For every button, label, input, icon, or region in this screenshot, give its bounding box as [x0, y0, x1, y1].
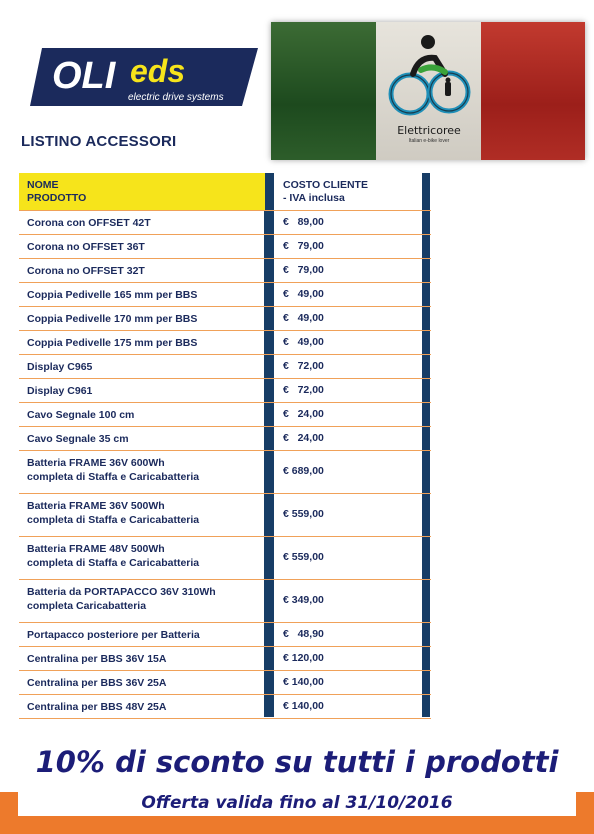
product-name-line2: completa Caricabatteria — [27, 600, 147, 612]
product-name-line1: Coppia Pedivelle 165 mm per BBS — [27, 289, 198, 301]
product-name — [27, 360, 92, 374]
product-name — [27, 384, 92, 398]
header-product-line2: PRODOTTO — [27, 192, 87, 204]
product-price: € 559,00 — [283, 551, 324, 563]
table-body — [19, 210, 431, 718]
product-price: € 49,00 — [283, 288, 324, 300]
table-row — [19, 622, 431, 646]
product-name-line1: Display C965 — [27, 361, 93, 373]
product-name-line1: Batteria da PORTAPACCO 36V 310Wh — [27, 586, 216, 598]
table-row — [19, 579, 431, 622]
section-title: LISTINO ACCESSORI — [21, 133, 177, 150]
product-name-line1: Centralina per BBS 48V 25A — [27, 701, 167, 713]
table-row — [19, 670, 431, 694]
product-name-line1: Coppia Pedivelle 175 mm per BBS — [27, 337, 198, 349]
product-price: € 49,00 — [283, 336, 324, 348]
product-name-line2: completa di Staffa e Caricabatteria — [27, 514, 200, 526]
product-name — [27, 542, 199, 570]
promo-banner: 10% di sconto su tutti i prodotti — [35, 745, 559, 779]
product-name-line1: Centralina per BBS 36V 15A — [27, 653, 167, 665]
logo-text-oli: OLI — [52, 55, 116, 97]
table-row — [19, 426, 431, 450]
product-price: € 79,00 — [283, 240, 324, 252]
table-header — [19, 173, 431, 210]
product-name-line1: Cavo Segnale 35 cm — [27, 433, 129, 445]
product-name-line1: Batteria FRAME 36V 500Wh — [27, 500, 165, 512]
product-name-line1: Corona no OFFSET 32T — [27, 265, 145, 277]
product-price: € 72,00 — [283, 360, 324, 372]
price-table — [19, 173, 431, 719]
product-name — [27, 336, 197, 350]
table-row — [19, 282, 431, 306]
table-row — [19, 536, 431, 579]
product-name — [27, 700, 166, 714]
product-price: € 349,00 — [283, 594, 324, 606]
product-name-line1: Batteria FRAME 36V 600Wh — [27, 457, 165, 469]
product-name — [27, 652, 166, 666]
table-row — [19, 450, 431, 493]
product-name-line1: Centralina per BBS 36V 25A — [27, 677, 167, 689]
product-name — [27, 264, 145, 278]
product-name — [27, 456, 199, 484]
table-row — [19, 378, 431, 402]
partner-tagline: Italian e-bike lover — [408, 138, 450, 144]
header-product-line1: NOME — [27, 179, 59, 191]
product-name-line2: completa di Staffa e Caricabatteria — [27, 557, 200, 569]
table-row — [19, 306, 431, 330]
product-name — [27, 240, 145, 254]
product-name-line1: Display C961 — [27, 385, 93, 397]
product-price: € 24,00 — [283, 432, 324, 444]
product-name-line1: Cavo Segnale 100 cm — [27, 409, 135, 421]
product-name-line1: Corona con OFFSET 42T — [27, 217, 151, 229]
product-price: € 24,00 — [283, 408, 324, 420]
product-name-line1: Coppia Pedivelle 170 mm per BBS — [27, 313, 198, 325]
table-row — [19, 646, 431, 670]
product-price: € 79,00 — [283, 264, 324, 276]
header-product — [27, 179, 86, 205]
logo-text-eds: eds — [130, 53, 186, 89]
olieds-logo — [30, 44, 258, 108]
product-price: € 89,00 — [283, 216, 324, 228]
table-row — [19, 210, 431, 234]
product-name-line2: completa di Staffa e Caricabatteria — [27, 471, 200, 483]
partner-name: Elettricoree — [397, 124, 461, 137]
offer-validity: Offerta valida fino al 31/10/2016 — [141, 793, 453, 813]
product-price: € 689,00 — [283, 465, 324, 477]
product-price: € 120,00 — [283, 652, 324, 664]
table-row — [19, 330, 431, 354]
product-name — [27, 288, 197, 302]
product-name — [27, 312, 197, 326]
product-price: € 140,00 — [283, 676, 324, 688]
ebike-rider-icon — [383, 34, 475, 124]
table-row — [19, 493, 431, 536]
product-name — [27, 432, 129, 446]
product-name — [27, 216, 151, 230]
product-price: € 49,00 — [283, 312, 324, 324]
table-row — [19, 694, 431, 718]
product-name — [27, 676, 166, 690]
product-name — [27, 499, 199, 527]
product-name-line1: Batteria FRAME 48V 500Wh — [27, 543, 165, 555]
product-name-line1: Portapacco posteriore per Batteria — [27, 629, 200, 641]
elettricoree-logo — [383, 34, 475, 152]
table-row — [19, 234, 431, 258]
table-row — [19, 258, 431, 282]
product-price: € 559,00 — [283, 508, 324, 520]
product-price: € 48,90 — [283, 628, 324, 640]
product-name-line1: Corona no OFFSET 36T — [27, 241, 145, 253]
product-name — [27, 585, 216, 613]
product-name — [27, 628, 200, 642]
product-name — [27, 408, 134, 422]
table-row — [19, 402, 431, 426]
footer-band-bottom — [0, 816, 594, 834]
header-cost-line1: COSTO CLIENTE — [283, 179, 368, 191]
product-price: € 140,00 — [283, 700, 324, 712]
logo-tagline: electric drive systems — [128, 92, 224, 103]
italian-flag-banner — [271, 22, 585, 160]
table-row — [19, 354, 431, 378]
product-price: € 72,00 — [283, 384, 324, 396]
header-cost — [283, 179, 368, 205]
header-cost-line2: - IVA inclusa — [283, 192, 345, 204]
